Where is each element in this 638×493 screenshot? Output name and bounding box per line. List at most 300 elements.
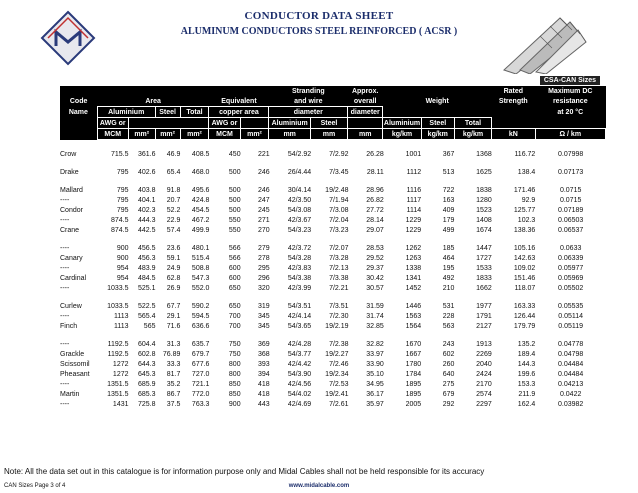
table-cell: 54/2.92 bbox=[287, 150, 312, 158]
table-row bbox=[60, 389, 606, 399]
table-cell: 19/2.48 bbox=[325, 186, 349, 194]
unit-kn: kN bbox=[492, 129, 535, 140]
table-cell: 54/3.23 bbox=[287, 226, 312, 234]
table-cell: 86.7 bbox=[166, 390, 181, 398]
table-cell: 29.37 bbox=[366, 264, 384, 272]
table-cell: 296 bbox=[257, 274, 270, 282]
table-row bbox=[60, 339, 606, 349]
table-cell: 1114 bbox=[406, 206, 422, 214]
table-cell: 92.9 bbox=[521, 196, 536, 204]
table-cell: 29.07 bbox=[366, 226, 384, 234]
table-cell: 640 bbox=[442, 370, 455, 378]
table-cell: 1670 bbox=[405, 340, 422, 348]
header-strand-steel: Steel bbox=[310, 118, 347, 129]
table-cell: 1784 bbox=[405, 370, 422, 378]
table-cell: 563 bbox=[442, 322, 455, 330]
header-strand-al: Aluminium bbox=[269, 118, 310, 129]
table-cell: 0.05969 bbox=[558, 274, 584, 282]
table-cell: 185 bbox=[442, 244, 455, 252]
table-cell: 547.3 bbox=[191, 274, 210, 282]
table-cell: 454.5 bbox=[191, 206, 210, 214]
table-cell: 550 bbox=[228, 226, 241, 234]
row-spacer bbox=[60, 159, 606, 167]
code-name-cell: ---- bbox=[60, 264, 70, 272]
table-cell: 135.2 bbox=[517, 340, 536, 348]
code-name-cell: Canary bbox=[60, 254, 83, 262]
table-cell: 171.46 bbox=[513, 186, 536, 194]
table-cell: 37.5 bbox=[166, 400, 181, 408]
table-cell: 700 bbox=[228, 322, 241, 330]
unit-mm3: mm bbox=[348, 129, 383, 140]
table-cell: 725.8 bbox=[137, 400, 156, 408]
table-header bbox=[60, 86, 606, 140]
table-cell: 443 bbox=[257, 400, 270, 408]
table-cell: 246 bbox=[257, 186, 270, 194]
table-cell: 525.1 bbox=[137, 284, 156, 292]
unit-mm2c: mm² bbox=[180, 129, 209, 140]
table-cell: 424.8 bbox=[191, 196, 210, 204]
table-cell: 28.53 bbox=[366, 244, 384, 252]
spacer-cell bbox=[60, 159, 606, 167]
table-cell: 1263 bbox=[405, 254, 422, 262]
table-cell: 1117 bbox=[406, 196, 422, 204]
table-cell: 54/3.51 bbox=[287, 302, 312, 310]
table-cell: 1780 bbox=[405, 360, 422, 368]
table-cell: 19/2.19 bbox=[325, 322, 349, 330]
table-cell: 247 bbox=[257, 196, 270, 204]
table-cell: 499.9 bbox=[191, 226, 210, 234]
table-cell: 600 bbox=[228, 264, 241, 272]
table-cell: 0.0715 bbox=[559, 186, 582, 194]
table-cell: 245 bbox=[257, 206, 270, 214]
table-cell: 1913 bbox=[476, 340, 492, 348]
row-spacer bbox=[60, 235, 606, 243]
table-cell: 772.0 bbox=[191, 390, 210, 398]
table-cell: 295 bbox=[257, 264, 270, 272]
table-cell: 1533 bbox=[476, 264, 492, 272]
table-cell: 138.4 bbox=[517, 168, 536, 176]
table-cell: 483.9 bbox=[137, 264, 156, 272]
table-cell: 604.4 bbox=[137, 340, 156, 348]
table-cell: 679 bbox=[442, 390, 455, 398]
table-cell: 1113 bbox=[113, 312, 129, 320]
table-cell: 721.1 bbox=[191, 380, 210, 388]
table-cell: 7/2.38 bbox=[329, 340, 349, 348]
table-cell: 393 bbox=[257, 360, 270, 368]
table-cell: 1446 bbox=[405, 302, 422, 310]
table-cell: 2297 bbox=[476, 400, 492, 408]
table-cell: 850 bbox=[228, 380, 241, 388]
unit-mm2: mm bbox=[310, 129, 347, 140]
table-cell: 467.2 bbox=[191, 216, 210, 224]
spacer-cell bbox=[60, 293, 606, 301]
table-cell: 1280 bbox=[476, 196, 492, 204]
table-cell: 0.04213 bbox=[558, 380, 584, 388]
table-cell: 650 bbox=[228, 284, 241, 292]
table-cell: 105.16 bbox=[513, 244, 536, 252]
table-cell: 179 bbox=[442, 216, 455, 224]
table-cell: 900 bbox=[116, 244, 129, 252]
table-cell: 54/3.77 bbox=[287, 350, 312, 358]
table-cell: 1625 bbox=[476, 168, 492, 176]
table-cell: 54/4.02 bbox=[287, 390, 312, 398]
row-spacer bbox=[60, 293, 606, 301]
table-cell: 602.8 bbox=[137, 350, 156, 358]
table-cell: 116.72 bbox=[514, 150, 536, 158]
table-cell: 42/4.42 bbox=[287, 360, 312, 368]
table-cell: 1272 bbox=[112, 360, 129, 368]
table-row bbox=[60, 167, 606, 177]
table-cell: 1229 bbox=[405, 216, 422, 224]
table-cell: 7/1.94 bbox=[329, 196, 349, 204]
table-cell: 0.05535 bbox=[558, 302, 584, 310]
table-cell: 179.79 bbox=[513, 322, 536, 330]
table-cell: 42/4.28 bbox=[287, 340, 312, 348]
code-name-cell: Finch bbox=[60, 322, 78, 330]
table-cell: 1662 bbox=[476, 284, 492, 292]
table-cell: 319 bbox=[257, 302, 270, 310]
table-cell: 727.0 bbox=[191, 370, 210, 378]
table-cell: 1116 bbox=[406, 186, 422, 194]
table-row bbox=[60, 321, 606, 331]
table-cell: 0.05502 bbox=[558, 284, 584, 292]
table-cell: 2170 bbox=[476, 380, 492, 388]
table-cell: 345 bbox=[257, 322, 270, 330]
table-cell: 874.5 bbox=[110, 226, 129, 234]
table-cell: 590.2 bbox=[191, 302, 210, 310]
header-maxdc: Maximum DC bbox=[548, 87, 593, 95]
spacer-cell bbox=[60, 177, 606, 185]
conductor-table bbox=[60, 149, 606, 409]
table-cell: 228 bbox=[442, 312, 455, 320]
table-cell: 2574 bbox=[476, 390, 492, 398]
table-cell: 418 bbox=[257, 380, 270, 388]
table-cell: 210 bbox=[442, 284, 455, 292]
table-cell: 0.04798 bbox=[558, 350, 584, 358]
table-cell: 1895 bbox=[405, 380, 422, 388]
table-cell: 508.8 bbox=[191, 264, 210, 272]
table-cell: 513 bbox=[442, 168, 455, 176]
table-cell: 30.42 bbox=[366, 274, 384, 282]
table-cell: 26.9 bbox=[166, 284, 181, 292]
table-cell: 800 bbox=[228, 360, 241, 368]
table-cell: 27.72 bbox=[366, 206, 384, 214]
table-cell: 35.97 bbox=[366, 400, 384, 408]
table-row bbox=[60, 349, 606, 359]
table-cell: 1408 bbox=[476, 216, 492, 224]
table-cell: 7/3.51 bbox=[329, 302, 349, 310]
table-cell: 243 bbox=[442, 340, 455, 348]
header-area-total: Total bbox=[180, 107, 209, 118]
table-cell: 1452 bbox=[405, 284, 422, 292]
table-cell: 1833 bbox=[476, 274, 492, 282]
table-cell: 685.9 bbox=[137, 380, 156, 388]
table-cell: 26/4.44 bbox=[287, 168, 312, 176]
table-cell: 199.6 bbox=[517, 370, 536, 378]
table-cell: 42/3.50 bbox=[287, 196, 312, 204]
code-name-cell: Cardinal bbox=[60, 274, 87, 282]
table-cell: 1192.5 bbox=[107, 340, 129, 348]
table-cell: 7/2.13 bbox=[329, 264, 349, 272]
header-resistance: resistance bbox=[552, 97, 588, 105]
table-cell: 499 bbox=[442, 226, 455, 234]
table-cell: 163.33 bbox=[513, 302, 536, 310]
table-row bbox=[60, 273, 606, 283]
table-cell: 1447 bbox=[476, 244, 492, 252]
table-cell: 1895 bbox=[405, 390, 422, 398]
table-cell: 1001 bbox=[405, 150, 422, 158]
table-cell: 20.7 bbox=[166, 196, 181, 204]
table-cell: 900 bbox=[116, 254, 129, 262]
table-cell: 522.5 bbox=[137, 302, 156, 310]
table-cell: 46.9 bbox=[166, 150, 181, 158]
table-row bbox=[60, 195, 606, 205]
table-cell: 900 bbox=[228, 400, 241, 408]
table-cell: 0.05119 bbox=[558, 322, 584, 330]
table-cell: 402.3 bbox=[137, 206, 156, 214]
unit-mcm1: MCM bbox=[97, 129, 128, 140]
table-row bbox=[60, 399, 606, 409]
table-cell: 500 bbox=[228, 168, 241, 176]
table-cell: 552.0 bbox=[191, 284, 210, 292]
table-cell: 1564 bbox=[405, 322, 422, 330]
table-cell: 565 bbox=[143, 322, 156, 330]
table-cell: 29.52 bbox=[366, 254, 384, 262]
table-cell: 800 bbox=[228, 370, 241, 378]
table-cell: 279 bbox=[257, 244, 270, 252]
table-cell: 28.14 bbox=[366, 216, 384, 224]
header-area-steel: Steel bbox=[155, 107, 180, 118]
table-cell: 7/3.45 bbox=[329, 168, 349, 176]
table-cell: 19/2.34 bbox=[325, 370, 349, 378]
table-cell: 2040 bbox=[476, 360, 492, 368]
table-cell: 795 bbox=[116, 206, 129, 214]
table-cell: 1368 bbox=[476, 150, 492, 158]
table-cell: 0.03982 bbox=[558, 400, 584, 408]
table-cell: 42/3.99 bbox=[287, 284, 312, 292]
table-cell: 30/4.14 bbox=[287, 186, 312, 194]
header-overall: overall bbox=[353, 97, 377, 105]
table-cell: 0.07173 bbox=[558, 168, 584, 176]
table-cell: 700 bbox=[228, 312, 241, 320]
table-row bbox=[60, 379, 606, 389]
unit-mm2b: mm² bbox=[155, 129, 180, 140]
table-cell: 795 bbox=[116, 168, 129, 176]
header-at20: at 20 °C bbox=[557, 108, 584, 116]
table-cell: 500 bbox=[228, 196, 241, 204]
table-cell: 1229 bbox=[405, 226, 422, 234]
code-name-cell: Martin bbox=[60, 390, 80, 398]
table-cell: 1791 bbox=[476, 312, 492, 320]
table-cell: 54/3.28 bbox=[287, 254, 312, 262]
table-cell: 7/3.23 bbox=[329, 226, 349, 234]
table-cell: 26.82 bbox=[366, 196, 384, 204]
table-row bbox=[60, 225, 606, 235]
table-cell: 0.07189 bbox=[558, 206, 584, 214]
table-cell: 7/2.04 bbox=[329, 216, 349, 224]
table-cell: 7/3.28 bbox=[329, 254, 349, 262]
table-cell: 531 bbox=[442, 302, 455, 310]
table-cell: 408.5 bbox=[191, 150, 210, 158]
table-row bbox=[60, 301, 606, 311]
table-row bbox=[60, 243, 606, 253]
table-cell: 456.3 bbox=[137, 254, 156, 262]
table-cell: 495.6 bbox=[191, 186, 210, 194]
table-cell: 7/2.92 bbox=[329, 150, 349, 158]
table-cell: 1113 bbox=[113, 322, 129, 330]
table-cell: 42/4.56 bbox=[287, 380, 312, 388]
code-name-cell: Condor bbox=[60, 206, 83, 214]
table-cell: 211.9 bbox=[518, 390, 536, 398]
table-cell: 102.3 bbox=[517, 216, 536, 224]
code-name-cell: Crow bbox=[60, 150, 77, 158]
table-cell: 0.0633 bbox=[559, 244, 582, 252]
table-cell: 0.04484 bbox=[558, 360, 584, 368]
table-cell: 367 bbox=[442, 150, 455, 158]
table-cell: 635.7 bbox=[191, 340, 210, 348]
header-weight-steel: Steel bbox=[421, 118, 454, 129]
table-cell: 954 bbox=[116, 264, 129, 272]
table-cell: 246 bbox=[257, 168, 270, 176]
table-cell: 444.3 bbox=[137, 216, 156, 224]
table-cell: 19/2.41 bbox=[325, 390, 349, 398]
row-spacer bbox=[60, 331, 606, 339]
table-cell: 361.6 bbox=[137, 150, 156, 158]
table-row bbox=[60, 283, 606, 293]
table-cell: 0.06537 bbox=[558, 226, 584, 234]
table-cell: 636.6 bbox=[191, 322, 210, 330]
table-cell: 722 bbox=[442, 186, 455, 194]
page-number: CAN Sizes Page 3 of 4 bbox=[4, 483, 66, 489]
header-name: Name bbox=[68, 108, 88, 116]
table-cell: 1523 bbox=[476, 206, 492, 214]
row-spacer bbox=[60, 177, 606, 185]
spacer-cell bbox=[60, 331, 606, 339]
table-cell: 270 bbox=[257, 226, 270, 234]
table-cell: 7/2.07 bbox=[329, 244, 349, 252]
table-cell: 30.57 bbox=[366, 284, 384, 292]
code-name-cell: Crane bbox=[60, 226, 80, 234]
table-cell: 0.04484 bbox=[558, 370, 584, 378]
table-cell: 456.5 bbox=[137, 244, 156, 252]
table-cell: 7/2.30 bbox=[329, 312, 349, 320]
table-cell: 369 bbox=[257, 340, 270, 348]
table-cell: 31.74 bbox=[366, 312, 384, 320]
code-name-cell: ---- bbox=[60, 216, 70, 224]
table-cell: 31.3 bbox=[166, 340, 181, 348]
table-cell: 292 bbox=[442, 400, 455, 408]
disclaimer-note: Note: All the data set out in this catalogue is for information purpose only and Midal Cables shall not be held responsible for its accuracy bbox=[4, 467, 485, 476]
table-cell: 0.07998 bbox=[558, 150, 584, 158]
header-diameter-overall: diameter bbox=[348, 107, 383, 118]
header-awg2: AWG or bbox=[209, 118, 240, 129]
table-cell: 275 bbox=[442, 380, 455, 388]
table-cell: 1727 bbox=[476, 254, 492, 262]
table-cell: 602 bbox=[442, 350, 455, 358]
table-cell: 7/2.53 bbox=[329, 380, 349, 388]
table-cell: 1674 bbox=[476, 226, 492, 234]
unit-kgkm3: kg/km bbox=[454, 129, 491, 140]
table-cell: 685.3 bbox=[137, 390, 156, 398]
table-cell: 54/3.38 bbox=[287, 274, 312, 282]
website-link[interactable]: www.midalcable.com bbox=[288, 483, 350, 489]
table-row bbox=[60, 311, 606, 321]
table-cell: 368 bbox=[257, 350, 270, 358]
table-cell: 0.05977 bbox=[558, 264, 584, 272]
table-row bbox=[60, 149, 606, 159]
unit-kgkm2: kg/km bbox=[421, 129, 454, 140]
table-cell: 76.89 bbox=[162, 350, 181, 358]
table-cell: 0.05114 bbox=[558, 312, 584, 320]
table-cell: 54/3.08 bbox=[287, 206, 312, 214]
table-cell: 31.59 bbox=[366, 302, 384, 310]
table-cell: 109.02 bbox=[513, 264, 536, 272]
code-name-cell: ---- bbox=[60, 244, 70, 252]
table-cell: 1341 bbox=[405, 274, 422, 282]
table-cell: 1431 bbox=[112, 400, 129, 408]
table-cell: 7/3.38 bbox=[329, 274, 349, 282]
table-cell: 33.3 bbox=[166, 360, 181, 368]
table-cell: 500 bbox=[228, 206, 241, 214]
table-cell: 54/3.65 bbox=[287, 322, 312, 330]
table-cell: 34.95 bbox=[366, 380, 384, 388]
table-cell: 795 bbox=[116, 196, 129, 204]
page-title: CONDUCTOR DATA SHEET bbox=[244, 10, 394, 22]
table-cell: 57.4 bbox=[166, 226, 181, 234]
table-cell: 28.96 bbox=[366, 186, 384, 194]
table-cell: 450 bbox=[228, 150, 241, 158]
table-cell: 750 bbox=[228, 340, 241, 348]
table-cell: 0.0422 bbox=[559, 390, 582, 398]
table-cell: 23.6 bbox=[166, 244, 181, 252]
table-cell: 59.1 bbox=[166, 254, 181, 262]
code-name-cell: Curlew bbox=[60, 302, 82, 310]
table-cell: 81.7 bbox=[166, 370, 181, 378]
unit-mm1: mm bbox=[269, 129, 310, 140]
table-row bbox=[60, 215, 606, 225]
table-cell: 260 bbox=[442, 360, 455, 368]
table-cell: 679.7 bbox=[191, 350, 210, 358]
table-cell: 650 bbox=[228, 302, 241, 310]
table-cell: 91.8 bbox=[166, 186, 181, 194]
unit-mm2d: mm² bbox=[240, 129, 269, 140]
table-cell: 54/3.90 bbox=[287, 370, 312, 378]
table-cell: 33.90 bbox=[366, 360, 384, 368]
table-cell: 195 bbox=[442, 264, 455, 272]
table-cell: 2005 bbox=[405, 400, 422, 408]
code-name-cell: ---- bbox=[60, 380, 70, 388]
code-name-cell: Mallard bbox=[60, 186, 83, 194]
table-cell: 0.06339 bbox=[558, 254, 584, 262]
table-cell: 42/3.67 bbox=[287, 216, 312, 224]
table-cell: 850 bbox=[228, 390, 241, 398]
header-weight: Weight bbox=[425, 97, 449, 105]
table-cell: 345 bbox=[257, 312, 270, 320]
table-cell: 954 bbox=[116, 274, 129, 282]
table-cell: 189.4 bbox=[517, 350, 536, 358]
header-awg1: AWG or bbox=[97, 118, 128, 129]
table-cell: 418 bbox=[257, 390, 270, 398]
table-cell: 162.4 bbox=[517, 400, 536, 408]
unit-mm2a: mm² bbox=[128, 129, 155, 140]
header-copper-area: copper area bbox=[209, 107, 269, 118]
table-cell: 565.4 bbox=[137, 312, 156, 320]
table-cell: 33.97 bbox=[366, 350, 384, 358]
table-cell: 1033.5 bbox=[107, 302, 129, 310]
table-cell: 36.17 bbox=[366, 390, 384, 398]
table-cell: 163 bbox=[442, 196, 455, 204]
table-cell: 2424 bbox=[476, 370, 492, 378]
